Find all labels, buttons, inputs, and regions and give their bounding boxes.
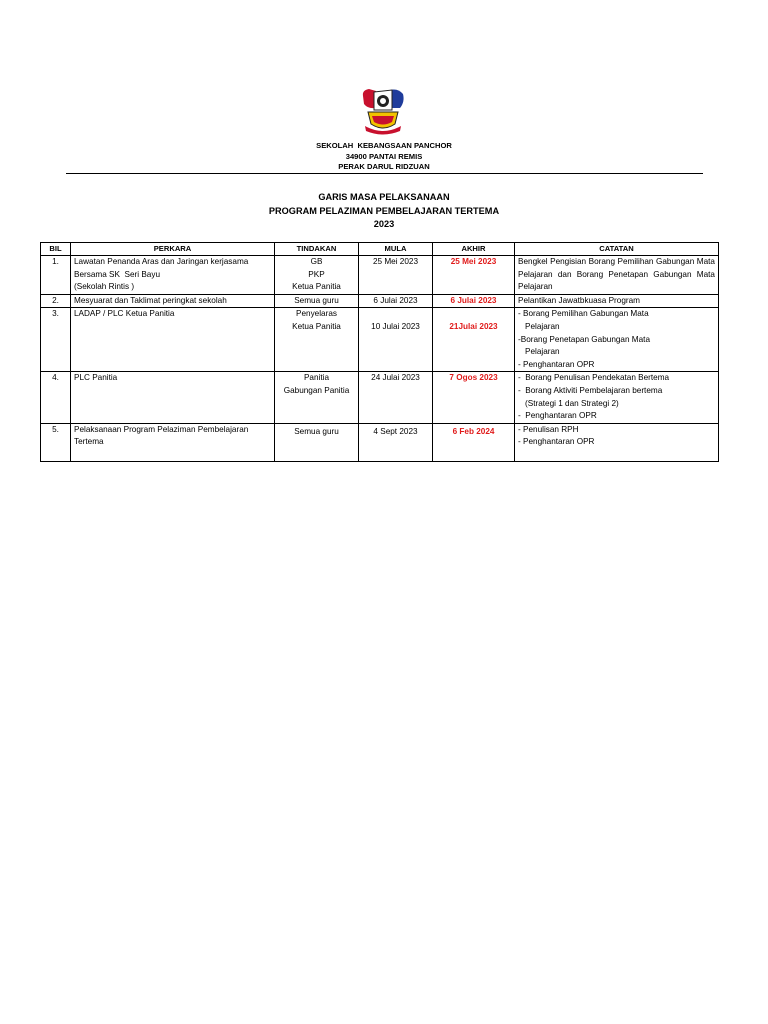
tindakan-line: Ketua Panitia (292, 282, 341, 292)
perkara-line: LADAP / PLC Ketua Panitia (74, 309, 175, 319)
table-row (41, 256, 719, 295)
catatan-line: - Penghantaran OPR (518, 359, 595, 369)
row-tindakan (275, 256, 359, 295)
row-tindakan (275, 372, 359, 423)
tindakan-line: GB (310, 257, 323, 266)
table-row (41, 308, 719, 372)
row-akhir: 7 Ogos 2023 (433, 372, 515, 423)
tindakan-line: Penyelaras (296, 309, 337, 319)
row-akhir: 25 Mei 2023 (433, 256, 515, 295)
row-mula: 4 Sept 2023 (359, 423, 433, 461)
school-name: SEKOLAH KEBANGSAAN PANCHOR (316, 141, 452, 150)
row-catatan (515, 423, 719, 461)
catatan-line: Pelajaran (525, 321, 560, 331)
perkara-line: Mesyuarat dan Taklimat peringkat sekolah (74, 295, 227, 305)
perkara-line: Pelaksanaan Program Pelaziman Pembelajaran (74, 424, 249, 434)
row-akhir: 6 Feb 2024 (433, 423, 515, 461)
catatan-line: Pelajaran (525, 347, 560, 357)
row-mula: 25 Mei 2023 (359, 256, 433, 295)
schedule-table (40, 242, 719, 462)
catatan-line: Pelantikan Jawatbkuasa Program (518, 295, 640, 305)
row-bil: 2. (41, 294, 71, 308)
row-mula: 10 Julai 2023 (359, 308, 433, 372)
row-catatan: Bengkel Pengisian Borang Pemilihan Gabungan Mata Pelajaran dan Borang Penetapan Gabungan Mata Pelajaran (515, 256, 719, 295)
perkara-line: Lawatan Penanda Aras dan Jaringan kerjasama (74, 257, 249, 266)
tindakan-line: Semua guru (294, 295, 339, 305)
table-header-row (41, 243, 719, 256)
row-perkara (71, 308, 275, 372)
tindakan-line: Semua guru (294, 426, 339, 436)
perkara-line: (Sekolah Rintis ) (74, 282, 135, 292)
tindakan-line: Gabungan Panitia (283, 385, 350, 395)
header-akhir: AKHIR (433, 243, 515, 256)
row-bil: 3. (41, 308, 71, 372)
table-row (41, 372, 719, 423)
title-year: 2023 (373, 219, 395, 229)
tindakan-line: PKP (308, 269, 325, 279)
row-perkara (71, 256, 275, 295)
perkara-line: PLC Panitia (74, 373, 118, 383)
row-perkara (71, 372, 275, 423)
header-perkara: PERKARA (71, 243, 275, 256)
header-tindakan: TINDAKAN (275, 243, 359, 256)
row-catatan (515, 294, 719, 308)
perkara-line: Bersama SK Seri Bayu (74, 269, 161, 279)
table-row (41, 294, 719, 308)
tindakan-line: Ketua Panitia (292, 321, 341, 331)
row-akhir: 6 Julai 2023 (433, 294, 515, 308)
table-row (41, 423, 719, 461)
row-akhir: 21Julai 2023 (433, 308, 515, 372)
row-perkara (71, 294, 275, 308)
catatan-line: - Penulisan RPH (518, 424, 579, 434)
row-perkara (71, 423, 275, 461)
school-state: PERAK DARUL RIDZUAN (338, 162, 430, 171)
catatan-line: (Strategi 1 dan Strategi 2) (525, 398, 619, 408)
header-catatan: CATATAN (515, 243, 719, 256)
catatan-line: - Penghantaran OPR (518, 411, 597, 421)
header-bil: BIL (41, 243, 71, 256)
title-line-2: PROGRAM PELAZIMAN PEMBELAJARAN TERTEMA (268, 205, 500, 216)
row-mula: 24 Julai 2023 (359, 372, 433, 423)
catatan-line: - Borang Aktiviti Pembelajaran bertema (518, 385, 663, 395)
catatan-line: -Borang Penetapan Gabungan Mata (518, 334, 651, 344)
row-tindakan (275, 308, 359, 372)
row-tindakan (275, 423, 359, 461)
school-address: 34900 PANTAI REMIS (345, 151, 423, 161)
row-bil: 1. (41, 256, 71, 295)
tindakan-line: Panitia (303, 373, 330, 383)
row-catatan (515, 372, 719, 423)
catatan-line: - Borang Penulisan Pendekatan Bertema (518, 373, 670, 383)
school-logo (360, 86, 406, 136)
perkara-line: Tertema (74, 437, 104, 447)
row-mula: 6 Julai 2023 (359, 294, 433, 308)
catatan-line: - Penghantaran OPR (518, 437, 595, 447)
header-divider (66, 173, 703, 174)
row-bil: 4. (41, 372, 71, 423)
document-title (0, 191, 768, 232)
header-mula: MULA (359, 243, 433, 256)
school-header (0, 141, 768, 173)
row-tindakan (275, 294, 359, 308)
title-line-1: GARIS MASA PELAKSANAAN (318, 192, 450, 202)
row-catatan (515, 308, 719, 372)
catatan-line: - Borang Pemilihan Gabungan Mata (518, 309, 649, 319)
row-bil: 5. (41, 423, 71, 461)
